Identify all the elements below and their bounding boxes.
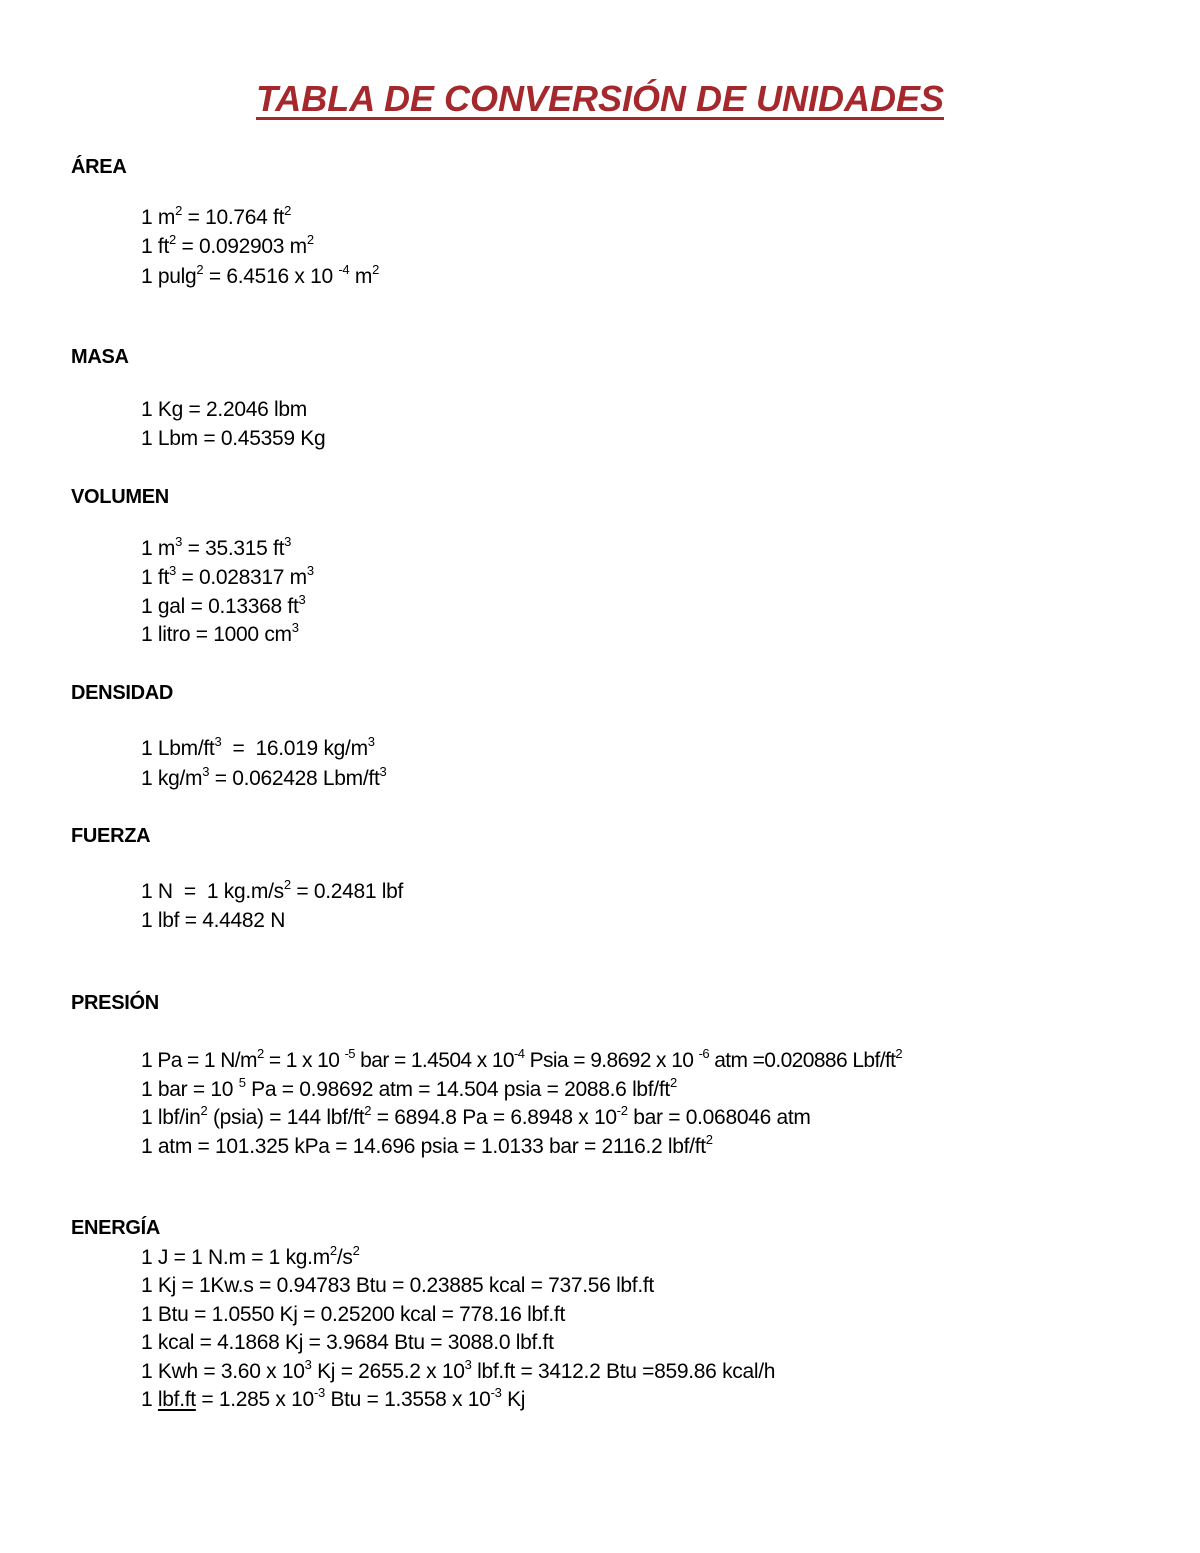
conversion-line: 1 Lbm = 0.45359 Kg [141,427,326,450]
conversion-line: 1 $kg/m^3 = 0.062428$ Lbm/$ft^3$ [141,764,387,790]
conversion-line: 1 Pa = 1 $N/m^2 = 1$ x 10 $^{-5}$ bar = 1.4504 x $10^{-4}$ Psia = 9.8692 x 10 $^{-6}$ atm =0.020886 Lbf/$ft^2$ [141,1046,903,1072]
section-heading-fuerza: FUERZA [71,825,151,847]
conversion-line: 1 $m^2 = 10.764$ $ft^2$ [141,203,292,229]
conversion-line: 1 Btu = 1.0550 Kj = 0.25200 kcal = 778.16 lbf.ft [141,1303,566,1326]
conversion-line: 1 J = 1 N.m = 1 $kg.m^2/s^2$ [141,1243,360,1269]
section-heading-volumen: VOLUMEN [71,486,169,508]
conversion-line: 1 Kg = 2.2046 lbm [141,398,307,421]
section-heading-masa: MASA [71,346,129,368]
conversion-line: 1 pulg$^2$ = 6.4516 x 10 $^{-4}$ $m^2$ [141,262,380,288]
section-heading-energia: ENERGÍA [71,1217,161,1239]
conversion-line: 1 litro = 1000 $cm^3$ [141,620,299,646]
conversion-line: 1 bar = 10 $^5$ Pa = 0.98692 atm = 14.504 psia = 2088.6 lbf/$ft^2$ [141,1075,677,1101]
conversion-line: 1 lbf = 4.4482 N [141,909,286,932]
conversion-line: 1 $ft^2 = 0.092903$ $m^2$ [141,232,314,258]
conversion-line: 1 lbf/$in^2$ (psia) = 144 lbf/$ft^2 = 6894.8$ Pa = 6.8948 x $10^{-2}$ bar = 0.068046 atm [141,1103,811,1129]
section-heading-presion: PRESIÓN [71,992,159,1014]
conversion-line: 1 $m^3 = 35.315$ $ft^3$ [141,534,292,560]
page-title: TABLA DE CONVERSIÓN DE UNIDADES [255,78,945,119]
conversion-line: 1 kcal = 4.1868 Kj = 3.9684 Btu = 3088.0 lbf.ft [141,1331,554,1354]
conversion-line: 1 lbf.ft = 1.285 x $10^{-3}$ Btu = 1.3558 x $10^{-3}$ Kj [141,1385,526,1411]
conversion-line: 1 N = 1 $kg.m/s^2 = 0.2481$ lbf [141,877,404,903]
section-heading-area: ÁREA [71,156,127,178]
conversion-line: 1 atm = 101.325 kPa = 14.696 psia = 1.0133 bar = 2116.2 lbf/$ft^2$ [141,1132,713,1158]
section-heading-densidad: DENSIDAD [71,682,174,704]
conversion-line: 1 $ft^3 = 0.028317$ $m^3$ [141,563,314,589]
conversion-line: 1 Lbm/$ft^3 = 16.019$ $kg/m^3$ [141,734,375,760]
conversion-line: 1 Kj = 1Kw.s = 0.94783 Btu = 0.23885 kcal = 737.56 lbf.ft [141,1274,654,1297]
conversion-line: 1 Kwh = 3.60 x $10^3$ Kj = 2655.2 x $10^3$ lbf.ft = 3412.2 Btu =859.86 kcal/h [141,1357,776,1383]
conversion-line: 1 gal = 0.13368 $ft^3$ [141,592,306,618]
